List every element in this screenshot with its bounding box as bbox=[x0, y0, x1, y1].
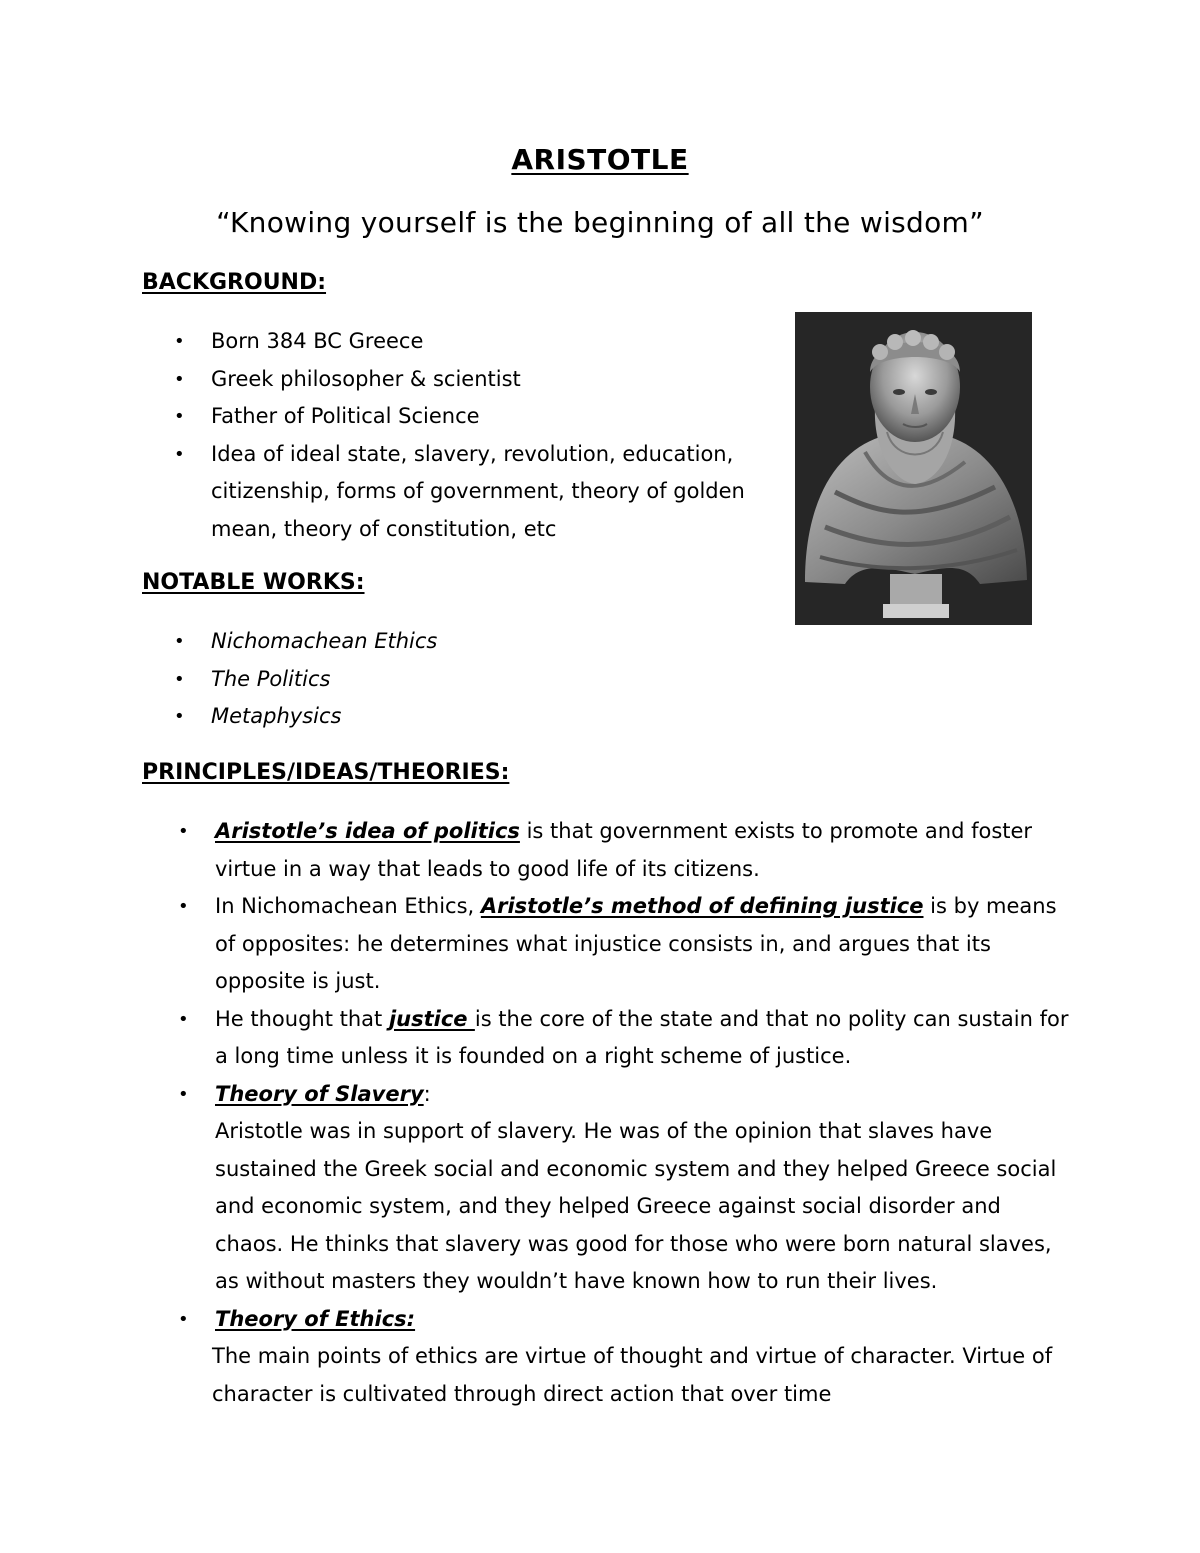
key-term: Theory of Ethics: bbox=[215, 1306, 416, 1331]
list-item: • Greek philosopher & scientist bbox=[211, 361, 781, 399]
bullet-icon: • bbox=[174, 631, 185, 652]
list-item: • Idea of ideal state, slavery, revolution, education, citizenship, forms of government, theory of golden mean, theory of constitution, etc bbox=[211, 436, 781, 549]
list-item: • The Politics bbox=[211, 661, 711, 699]
bullet-icon: • bbox=[174, 368, 185, 390]
quote: “Knowing yourself is the beginning of all the wisdom” bbox=[216, 206, 984, 239]
aristotle-bust-image bbox=[795, 312, 1032, 625]
bullet-icon: • bbox=[178, 896, 189, 917]
bullet-icon: • bbox=[178, 1083, 189, 1105]
bullet-icon: • bbox=[174, 443, 185, 465]
bust-illustration bbox=[795, 312, 1032, 625]
background-heading: BACKGROUND: bbox=[142, 270, 327, 295]
slavery-body: Aristotle was in support of slavery. He was of the opinion that slaves have sustained the Greek social and economic system and they helped Greece social and economic system, and they helped Greece against social disorder and chaos. He thinks that slavery was good for those who were born natural slaves, as without masters they wouldn’t have known how to run their lives. bbox=[215, 1119, 1057, 1293]
key-term: Aristotle’s idea of politics bbox=[215, 819, 520, 843]
principles-list bbox=[178, 813, 1075, 1413]
list-item: • Metaphysics bbox=[211, 698, 711, 736]
list-item: • Theory of Slavery: Aristotle was in support of slavery. He was of the opinion that slaves have sustained the Greek social and economic system and they helped Greece social and economic system, and they helped Greece against social disorder and chaos. He thinks that slavery was good for those who were born natural slaves, as without masters they wouldn’t have known how to run their lives. bbox=[215, 1076, 1075, 1301]
background-list bbox=[174, 323, 781, 548]
notable-works-list bbox=[174, 623, 711, 736]
bullet-icon: • bbox=[174, 706, 185, 727]
bullet-icon: • bbox=[174, 331, 185, 352]
list-item: • In Nichomachean Ethics, Aristotle’s method of defining justice is by means of opposites: he determines what injustice consists in, and argues that its opposite is just. bbox=[215, 888, 1075, 1001]
list-item bbox=[178, 1301, 1075, 1414]
bullet-icon: • bbox=[174, 668, 185, 690]
list-item: • Nichomachean Ethics bbox=[211, 623, 711, 661]
list-item: • Father of Political Science bbox=[211, 398, 781, 436]
list-item: • Born 384 BC Greece bbox=[211, 323, 781, 361]
principles-heading: PRINCIPLES/IDEAS/THEORIES: bbox=[142, 760, 510, 785]
page-title: ARISTOTLE bbox=[511, 143, 689, 176]
key-term: justice bbox=[388, 1006, 475, 1031]
notable-works-heading: NOTABLE WORKS: bbox=[142, 570, 365, 595]
bullet-icon: • bbox=[178, 1008, 189, 1030]
ethics-body: The main points of ethics are virtue of thought and virtue of character. Virtue of character is cultivated through direct action that over time bbox=[212, 1344, 1053, 1406]
list-item: • Aristotle’s idea of politics is that government exists to promote and foster virtue in a way that leads to good life of its citizens. bbox=[215, 813, 1075, 888]
bullet-icon: • bbox=[174, 406, 185, 427]
bullet-icon: • bbox=[178, 1308, 189, 1330]
key-term: Aristotle’s method of defining justice bbox=[480, 894, 924, 918]
bullet-icon: • bbox=[178, 821, 189, 842]
list-item: • He thought that justice is the core of the state and that no polity can sustain for a long time unless it is founded on a right scheme of justice. bbox=[215, 1001, 1075, 1076]
key-term: Theory of Slavery bbox=[215, 1081, 424, 1106]
